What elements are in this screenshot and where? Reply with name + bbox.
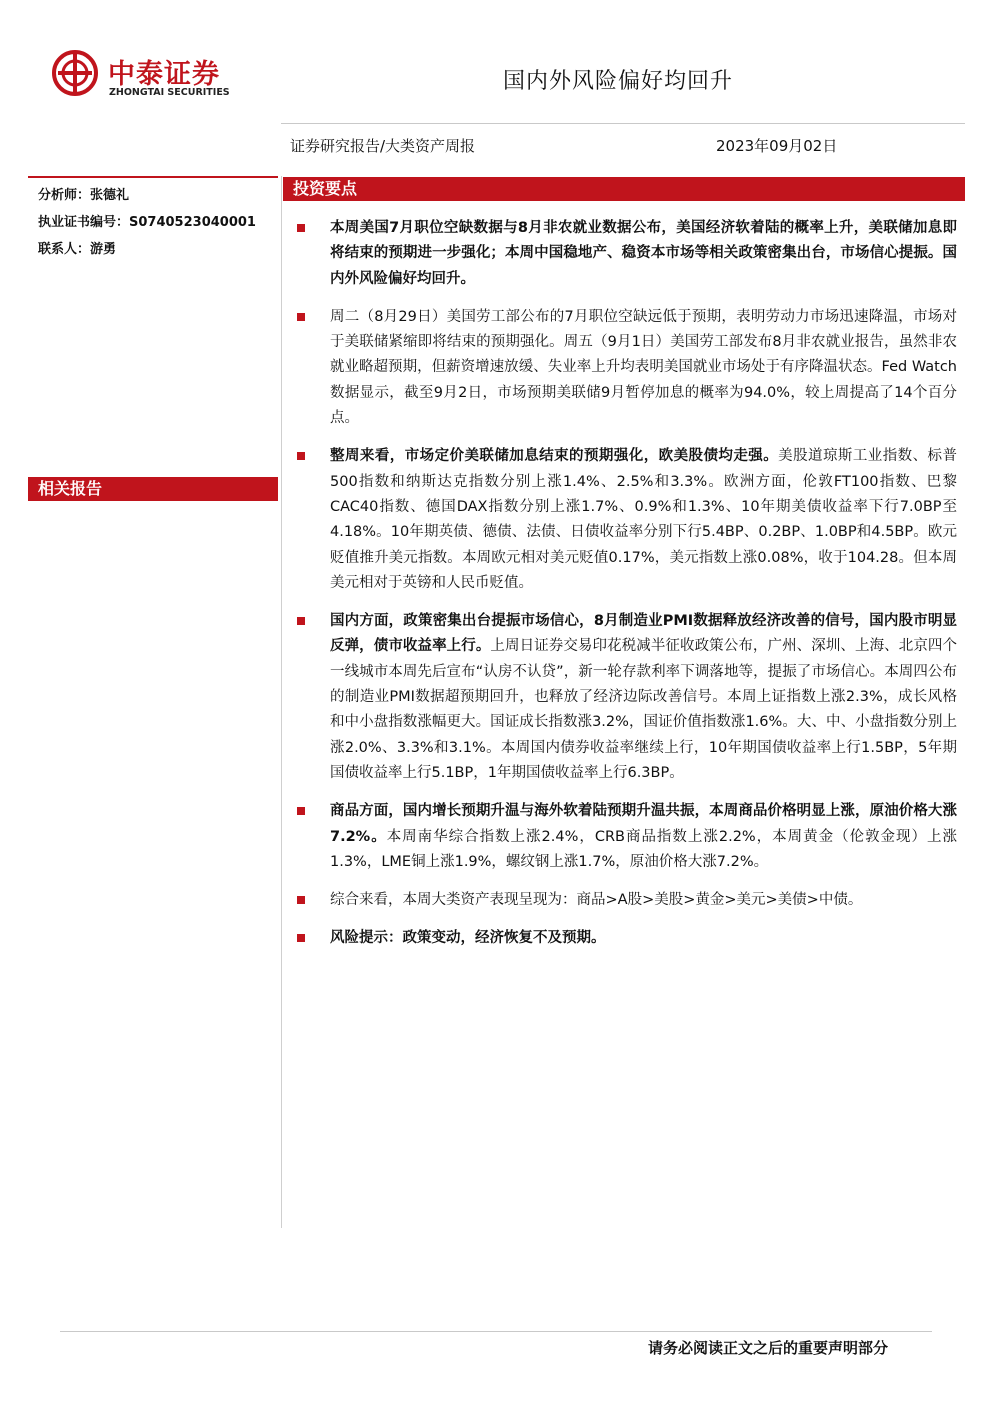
key-points-header: 投资要点 xyxy=(283,177,965,201)
header-divider xyxy=(281,123,965,124)
key-point-text: 上周日证券交易印花税减半征收政策公布，广州、深圳、上海、北京四个一线城市本周先后宣布“认房不认贷”，新一轮存款利率下调落地等，提振了市场信心。本周四公布的制造业PMI数据超预期回升，也释放了经济边际改善信号。本周上证指数上涨2.3%，成长风格和中小盘指数涨幅更大。国证成长指数涨3.2%，国证价值指数涨1.6%。大、中、小盘指数分别上涨2.0%、3.3%和3.1%。本周国内债券收益率继续上行，10年期国债收益率上行1.5BP，5年期国债收益率上行5.1BP，1年期国债收益率上行6.3BP。 xyxy=(330,638,958,781)
report-type: 证券研究报告/大类资产周报 xyxy=(290,137,476,155)
bullet-square-icon xyxy=(297,896,305,904)
logo-name-en: ZHONGTAI SECURITIES xyxy=(109,87,230,98)
sidebar-top-rule xyxy=(28,176,278,178)
column-divider xyxy=(281,176,282,1228)
key-point-7 xyxy=(297,926,957,951)
cert-number: S0740523040001 xyxy=(129,215,256,230)
key-point-text: 周二（8月29日）美国劳工部公布的7月职位空缺远低于预期，表明劳动力市场迅速降温，市场对于美联储紧缩即将结束的预期强化。周五（9月1日）美国劳工部发布8月非农就业报告，虽然非农就业略超预期，但薪资增速放缓、失业率上升均表明美国就业市场处于有序降温状态。Fed Watch数据显示，截至9月2日，市场预期美联储9月暂停加息的概率为94.0%，较上周提高了14个百分点。 xyxy=(330,308,957,427)
zhongtai-logo-icon xyxy=(52,50,98,96)
footer-disclaimer: 请务必阅读正文之后的重要声明部分 xyxy=(648,1339,889,1357)
contact-name: 游勇 xyxy=(90,242,117,257)
key-point-3 xyxy=(297,444,957,596)
contact-label: 联系人： xyxy=(38,242,91,257)
key-point-5 xyxy=(297,799,957,875)
bullet-square-icon xyxy=(297,617,305,625)
analyst-name: 张德礼 xyxy=(90,188,130,203)
key-point-bold: 国内方面，政策密集出台提振市场信心，8月制造业PMI数据释放经济改善的信号，国内股市明显反弹，债市收益率上行。 xyxy=(330,613,957,655)
report-title: 国内外风险偏好均回升 xyxy=(503,69,734,94)
key-point-text: 美股道琼斯工业指数、标普500指数和纳斯达克指数分别上涨1.4%、2.5%和3.3%。欧洲方面，伦敦FT100指数、巴黎CAC40指数、德国DAX指数分别上涨1.7%、0.9%和1.3%、10年期美债收益率下行7.0BP至4.18%。10年期英债、德债、法债、日债收益率分别下行5.4BP、0.2BP、1.0BP和4.5BP。欧元贬值推升美元指数。本周欧元相对美元贬值0.17%，美元指数上涨0.08%，收于104.28。但本周美元相对于英镑和人民币贬值。 xyxy=(330,448,958,591)
key-point-bold: 风险提示：政策变动，经济恢复不及预期。 xyxy=(330,930,606,947)
bullet-square-icon xyxy=(297,452,305,460)
key-point-bold: 本周美国7月职位空缺数据与8月非农就业数据公布，美国经济软着陆的概率上升，美联储加息即将结束的预期进一步强化；本周中国稳地产、稳资本市场等相关政策密集出台，市场信心提振。国内外风险偏好均回升。 xyxy=(330,220,957,287)
key-point-2 xyxy=(297,305,957,431)
bullet-square-icon xyxy=(297,224,305,232)
footer-divider xyxy=(60,1331,932,1332)
company-logo xyxy=(52,50,252,106)
analyst-label: 分析师： xyxy=(38,188,91,203)
key-point-text: 本周南华综合指数上涨2.4%，CRB商品指数上涨2.2%，本周黄金（伦敦金现）上涨1.3%，LME铜上涨1.9%，螺纹钢上涨1.7%，原油价格大涨7.2%。 xyxy=(330,828,957,870)
cert-row xyxy=(38,211,256,230)
key-point-bold: 整周来看，市场定价美联储加息结束的预期强化，欧美股债均走强。 xyxy=(330,448,779,465)
analyst-row xyxy=(38,184,129,203)
related-reports-header: 相关报告 xyxy=(28,477,278,501)
key-point-6 xyxy=(297,888,957,913)
bullet-square-icon xyxy=(297,934,305,942)
logo-name-cn: 中泰证券 xyxy=(108,59,220,90)
bullet-square-icon xyxy=(297,313,305,321)
key-point-text: 综合来看，本周大类资产表现呈现为：商品>A股>美股>黄金>美元>美债>中债。 xyxy=(330,892,863,909)
report-date: 2023年09月02日 xyxy=(716,137,838,155)
bullet-square-icon xyxy=(297,807,305,815)
cert-label: 执业证书编号： xyxy=(38,215,130,230)
key-points-list xyxy=(297,216,957,965)
contact-row xyxy=(38,238,116,257)
key-point-4 xyxy=(297,609,957,786)
key-point-1 xyxy=(297,216,957,292)
key-point-bold: 商品方面，国内增长预期升温与海外软着陆预期升温共振，本周商品价格明显上涨，原油价格大涨7.2%。 xyxy=(330,803,957,845)
